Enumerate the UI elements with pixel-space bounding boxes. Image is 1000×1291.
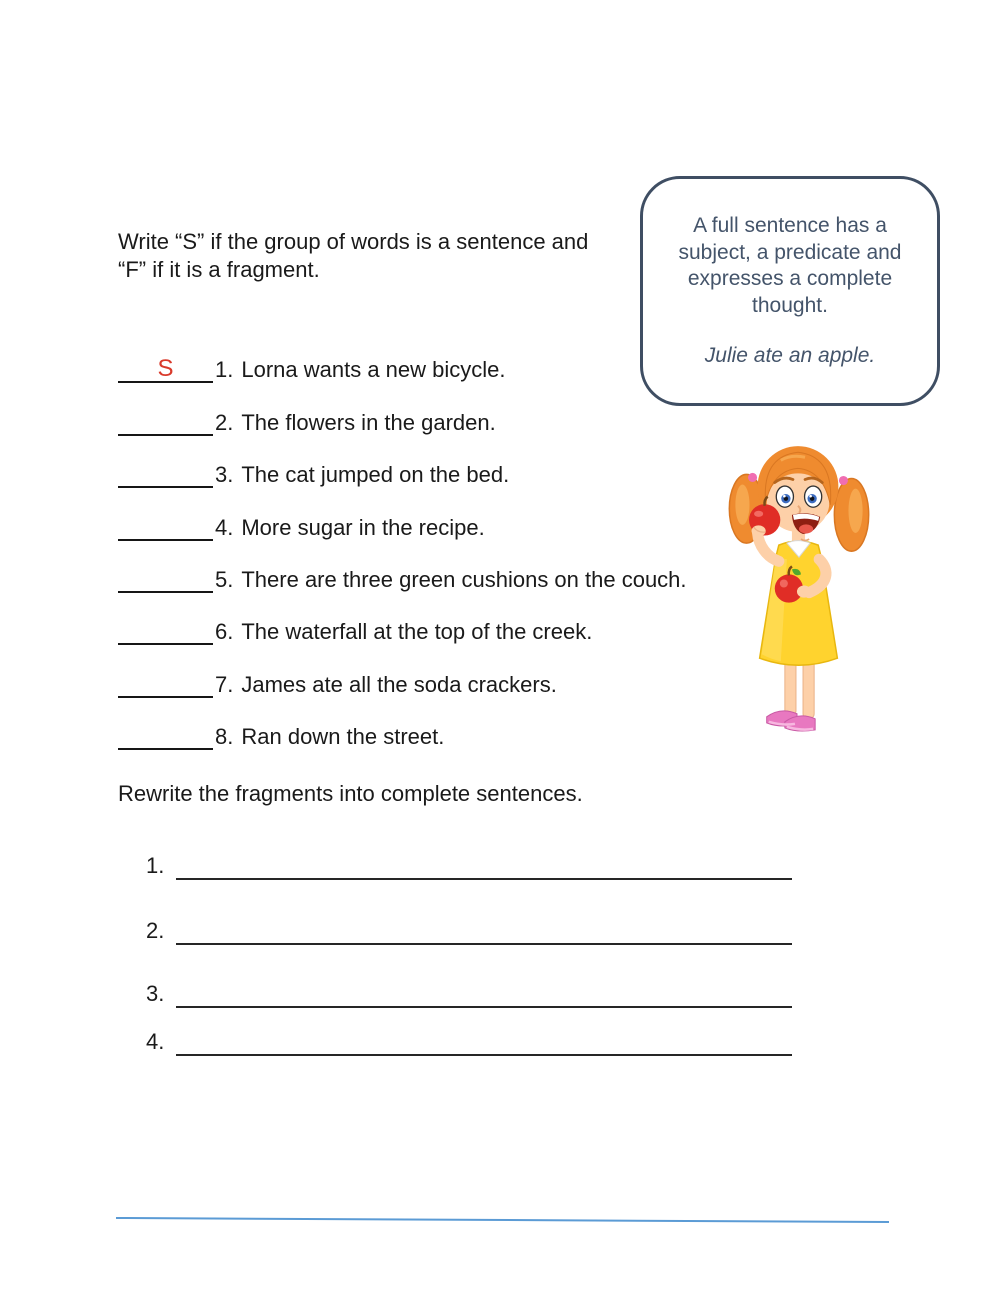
sentence-item-3 (118, 436, 758, 488)
example-sentence: Julie ate an apple. (704, 344, 876, 367)
answer-blank-1[interactable]: S (118, 356, 213, 383)
answer-blank-5[interactable] (118, 566, 213, 593)
rewrite-row-2 (146, 918, 796, 945)
footer-divider (116, 1217, 889, 1223)
item-text: The cat jumped on the bed. (241, 462, 510, 488)
sentence-item-1 (118, 331, 758, 383)
rewrite-number: 1. (146, 853, 165, 878)
rewrite-number: 3. (146, 981, 165, 1006)
sentence-item-6 (118, 593, 758, 645)
rewrite-blank-1[interactable] (176, 854, 792, 880)
rewrite-row-4 (146, 1029, 796, 1056)
item-text: The flowers in the garden. (241, 409, 496, 435)
item-number: 6. (215, 619, 234, 645)
rewrite-row-1 (146, 853, 796, 880)
item-text: Ran down the street. (241, 724, 445, 750)
sentence-item-7 (118, 645, 758, 697)
rewrite-number: 2. (146, 918, 165, 943)
sentence-item-2 (118, 383, 758, 435)
item-text: James ate all the soda crackers. (241, 671, 557, 697)
sentence-item-8 (118, 698, 758, 750)
answer-blank-6[interactable] (118, 618, 213, 645)
item-number: 1. (215, 357, 234, 383)
rewrite-number: 4. (146, 1029, 165, 1054)
exercise2-prompt: Rewrite the fragments into complete sentences. (118, 781, 583, 806)
rewrite-row-3 (146, 981, 796, 1008)
answer-blank-2[interactable] (118, 409, 213, 436)
sentence-item-5 (118, 541, 758, 593)
exercise1-instructions: Write “S” if the group of words is a sentence and “F” if it is a fragment. (118, 229, 589, 282)
answer-blank-3[interactable] (118, 461, 213, 488)
rewrite-blank-4[interactable] (176, 1030, 792, 1056)
item-text: There are three green cushions on the couch. (241, 566, 687, 592)
item-text: Lorna wants a new bicycle. (241, 357, 506, 383)
item-number: 8. (215, 724, 234, 750)
item-number: 5. (215, 566, 234, 592)
rewrite-lines (146, 853, 796, 1056)
item-text: The waterfall at the top of the creek. (241, 619, 593, 645)
sentence-fragment-list (118, 331, 758, 750)
answer-blank-4[interactable] (118, 514, 213, 541)
item-number: 2. (215, 409, 234, 435)
girl-eating-apple-illustration (726, 430, 872, 738)
legs (785, 657, 814, 719)
answer-blank-8[interactable] (118, 723, 213, 750)
rewrite-blank-3[interactable] (176, 982, 792, 1008)
item-number: 7. (215, 671, 234, 697)
item-number: 3. (215, 462, 234, 488)
item-number: 4. (215, 514, 234, 540)
item-text: More sugar in the recipe. (241, 514, 485, 540)
answer-blank-7[interactable] (118, 671, 213, 698)
definition-text: A full sentence has a subject, a predicate and expresses a complete thought. (678, 214, 902, 317)
rewrite-blank-2[interactable] (176, 919, 792, 945)
sentence-item-4 (118, 488, 758, 540)
